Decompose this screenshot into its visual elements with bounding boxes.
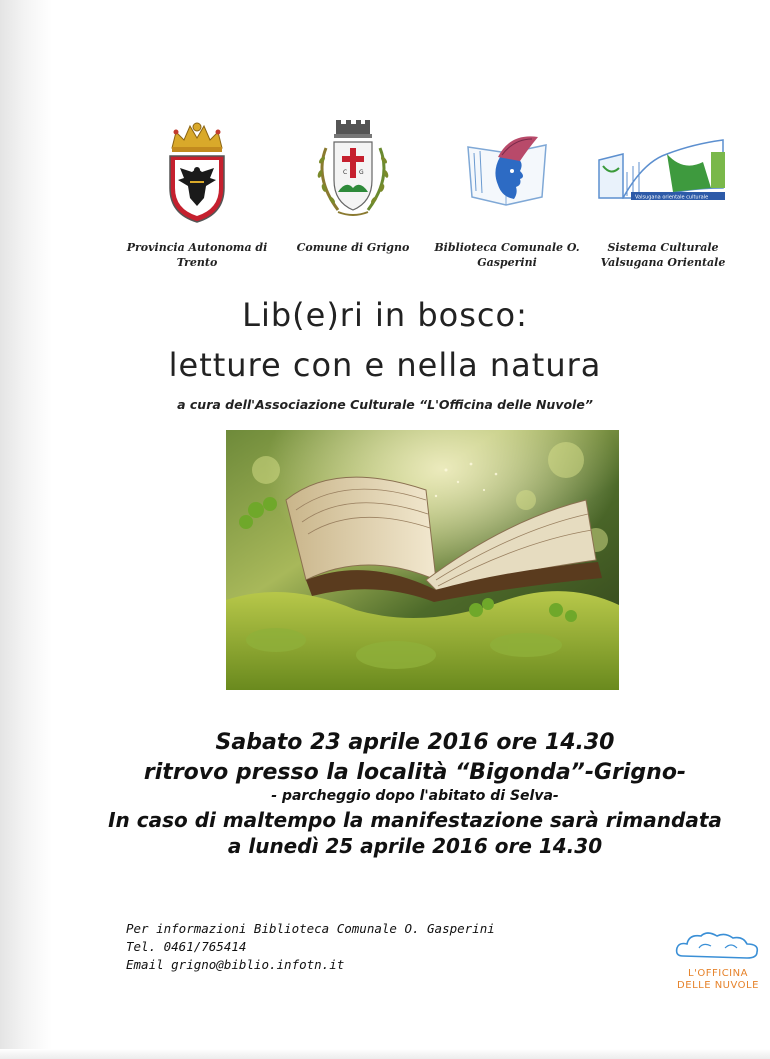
- logo-caption-line1: Comune di Grigno: [296, 241, 410, 254]
- svg-text:G: G: [359, 169, 364, 176]
- open-book-photo: [226, 430, 619, 690]
- logo-caption-line1: Sistema Culturale: [607, 241, 719, 254]
- logo-sistema-culturale: [588, 118, 738, 270]
- cloud-icon: [673, 930, 763, 964]
- logo-caption-line1: Biblioteca Comunale O.: [434, 241, 580, 254]
- logo-comune-grigno: [278, 118, 428, 255]
- page-title-line1: Lib(e)ri in bosco:: [242, 296, 528, 334]
- contact-line-library: Per informazioni Biblioteca Comunale O. Gasperini: [126, 921, 495, 936]
- logo-caption-line2: Gasperini: [477, 256, 537, 269]
- logo-caption-line2: Valsugana Orientale: [600, 256, 726, 269]
- scan-bottom-edge: [0, 1049, 770, 1059]
- event-date: Sabato 23 aprile 2016 ore 14.30: [215, 730, 615, 755]
- contact-line-email: Email grigno@biblio.infotn.it: [126, 957, 345, 972]
- event-parking: - parcheggio dopo l'abitato di Selva-: [271, 788, 559, 804]
- logo-biblioteca-gasperini: [432, 118, 582, 270]
- officina-delle-nuvole-logo: [668, 930, 768, 1000]
- contact-info: [126, 920, 495, 974]
- officina-line2: DELLE NUVOLE: [677, 980, 759, 991]
- comune-grigno-coat-of-arms-icon: [308, 118, 398, 226]
- officina-line1: L'OFFICINA: [688, 968, 748, 979]
- sponsor-logos-row: [0, 118, 770, 278]
- provincia-trento-coat-of-arms-icon: [162, 118, 232, 226]
- svg-text:C: C: [343, 169, 348, 176]
- page-title-line2: letture con e nella natura: [168, 346, 602, 384]
- curator-text: a cura dell'Associazione Culturale “L'Officina delle Nuvole”: [177, 397, 593, 412]
- event-rain-notice-line1: In caso di maltempo la manifestazione sarà rimandata: [108, 808, 722, 832]
- event-rain-notice-line2: a lunedì 25 aprile 2016 ore 14.30: [227, 834, 603, 858]
- contact-line-phone: Tel. 0461/765414: [126, 939, 247, 954]
- sistema-culturale-logo-icon: [593, 132, 733, 212]
- logo-caption-line2: Trento: [176, 256, 218, 269]
- sistema-logo-text: Valsugana orientale culturale: [635, 194, 709, 201]
- logo-caption-line1: Provincia Autonoma di: [126, 241, 268, 254]
- logo-provincia-trento: [122, 118, 272, 270]
- event-meeting-point: ritrovo presso la località “Bigonda”-Grigno-: [143, 760, 687, 785]
- biblioteca-gasperini-logo-icon: [462, 127, 552, 217]
